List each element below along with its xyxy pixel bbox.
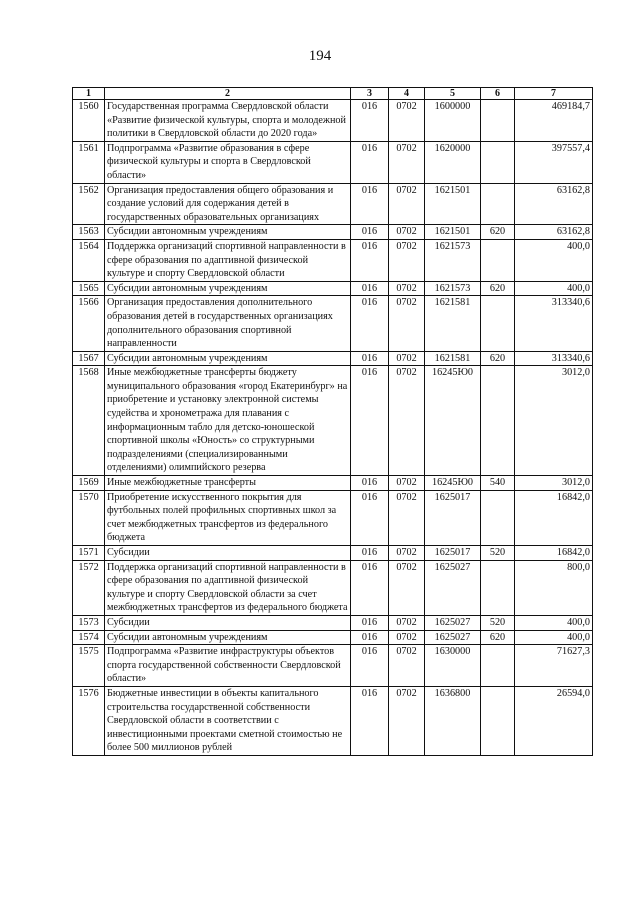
row-amount-cell: 63162,8	[515, 183, 593, 225]
row-expense-type-cell	[481, 183, 515, 225]
row-target-article-cell: 1621573	[425, 281, 481, 296]
row-section-cell: 0702	[389, 141, 425, 183]
row-number-cell: 1566	[73, 296, 105, 351]
row-amount-cell: 26594,0	[515, 686, 593, 755]
table-row	[73, 296, 593, 351]
table-row	[73, 239, 593, 281]
table-row	[73, 615, 593, 630]
row-amount-cell: 397557,4	[515, 141, 593, 183]
row-name-cell: Организация предоставления общего образования и создание условий для содержания детей в государственных образовательных организациях	[105, 183, 351, 225]
row-name-cell: Организация предоставления дополнительного образования детей в государственных организациях дополнительного образования спортивной направленности	[105, 296, 351, 351]
row-expense-type-cell	[481, 296, 515, 351]
column-header: 1	[73, 88, 105, 100]
row-number-cell: 1572	[73, 560, 105, 615]
row-amount-cell: 400,0	[515, 239, 593, 281]
row-expense-type-cell	[481, 141, 515, 183]
row-name-cell: Субсидии автономным учреждениям	[105, 225, 351, 240]
row-ved-cell: 016	[351, 490, 389, 545]
row-amount-cell: 3012,0	[515, 366, 593, 476]
row-ved-cell: 016	[351, 141, 389, 183]
row-section-cell: 0702	[389, 296, 425, 351]
row-ved-cell: 016	[351, 281, 389, 296]
row-ved-cell: 016	[351, 366, 389, 476]
row-target-article-cell: 1630000	[425, 645, 481, 687]
row-amount-cell: 16842,0	[515, 546, 593, 561]
page-number: 194	[308, 48, 332, 64]
row-amount-cell: 313340,6	[515, 351, 593, 366]
row-amount-cell: 400,0	[515, 615, 593, 630]
row-number-cell: 1570	[73, 490, 105, 545]
row-target-article-cell: 1621581	[425, 351, 481, 366]
row-name-cell: Государственная программа Свердловской области «Развитие физической культуры, спорта и молодежной политики в Свердловской области до 2020 года»	[105, 100, 351, 142]
row-target-article-cell: 1620000	[425, 141, 481, 183]
row-target-article-cell: 1621573	[425, 239, 481, 281]
row-amount-cell: 16842,0	[515, 490, 593, 545]
row-expense-type-cell: 620	[481, 281, 515, 296]
row-section-cell: 0702	[389, 615, 425, 630]
row-section-cell: 0702	[389, 100, 425, 142]
column-header: 2	[105, 88, 351, 100]
column-header: 4	[389, 88, 425, 100]
row-target-article-cell: 1625027	[425, 630, 481, 645]
row-expense-type-cell	[481, 490, 515, 545]
row-section-cell: 0702	[389, 476, 425, 491]
row-name-cell: Субсидии автономным учреждениям	[105, 351, 351, 366]
row-expense-type-cell	[481, 645, 515, 687]
row-target-article-cell: 1600000	[425, 100, 481, 142]
column-header: 5	[425, 88, 481, 100]
row-number-cell: 1569	[73, 476, 105, 491]
table-row	[73, 183, 593, 225]
row-number-cell: 1565	[73, 281, 105, 296]
row-ved-cell: 016	[351, 476, 389, 491]
row-target-article-cell: 1625017	[425, 490, 481, 545]
table-row	[73, 546, 593, 561]
table-header-row	[73, 88, 593, 100]
row-name-cell: Субсидии автономным учреждениям	[105, 630, 351, 645]
row-ved-cell: 016	[351, 296, 389, 351]
row-amount-cell: 71627,3	[515, 645, 593, 687]
row-section-cell: 0702	[389, 239, 425, 281]
row-expense-type-cell	[481, 366, 515, 476]
row-section-cell: 0702	[389, 281, 425, 296]
row-amount-cell: 469184,7	[515, 100, 593, 142]
row-expense-type-cell	[481, 100, 515, 142]
row-expense-type-cell	[481, 686, 515, 755]
row-amount-cell: 400,0	[515, 281, 593, 296]
row-number-cell: 1568	[73, 366, 105, 476]
row-target-article-cell: 1636800	[425, 686, 481, 755]
row-number-cell: 1571	[73, 546, 105, 561]
row-ved-cell: 016	[351, 630, 389, 645]
row-expense-type-cell: 520	[481, 546, 515, 561]
row-number-cell: 1573	[73, 615, 105, 630]
row-amount-cell: 3012,0	[515, 476, 593, 491]
row-number-cell: 1562	[73, 183, 105, 225]
row-expense-type-cell: 540	[481, 476, 515, 491]
row-name-cell: Поддержка организаций спортивной направленности в сфере образования по адаптивной физической культуре и спорту Свердловской области	[105, 239, 351, 281]
table-row	[73, 281, 593, 296]
column-header: 3	[351, 88, 389, 100]
row-name-cell: Субсидии автономным учреждениям	[105, 281, 351, 296]
row-ved-cell: 016	[351, 225, 389, 240]
row-expense-type-cell	[481, 239, 515, 281]
table-row	[73, 225, 593, 240]
row-section-cell: 0702	[389, 645, 425, 687]
table-row	[73, 686, 593, 755]
row-number-cell: 1563	[73, 225, 105, 240]
row-section-cell: 0702	[389, 686, 425, 755]
row-amount-cell: 400,0	[515, 630, 593, 645]
column-header: 6	[481, 88, 515, 100]
row-ved-cell: 016	[351, 560, 389, 615]
row-amount-cell: 63162,8	[515, 225, 593, 240]
row-number-cell: 1564	[73, 239, 105, 281]
row-section-cell: 0702	[389, 183, 425, 225]
row-section-cell: 0702	[389, 366, 425, 476]
row-ved-cell: 016	[351, 546, 389, 561]
row-name-cell: Приобретение искусственного покрытия для футбольных полей профильных спортивных школ за счет межбюджетных трансфертов из федерального бюджета	[105, 490, 351, 545]
row-name-cell: Поддержка организаций спортивной направленности в сфере образования по адаптивной физической культуре и спорту Свердловской области за счет межбюджетных трансфертов из федерального бюджета	[105, 560, 351, 615]
table-row	[73, 366, 593, 476]
row-section-cell: 0702	[389, 560, 425, 615]
row-target-article-cell: 16245Ю0	[425, 366, 481, 476]
row-number-cell: 1574	[73, 630, 105, 645]
row-target-article-cell: 1621501	[425, 225, 481, 240]
row-target-article-cell: 1625027	[425, 615, 481, 630]
column-header: 7	[515, 88, 593, 100]
row-ved-cell: 016	[351, 100, 389, 142]
row-name-cell: Субсидии	[105, 615, 351, 630]
row-section-cell: 0702	[389, 546, 425, 561]
row-name-cell: Подпрограмма «Развитие образования в сфере физической культуры и спорта в Свердловской области»	[105, 141, 351, 183]
row-expense-type-cell: 620	[481, 225, 515, 240]
row-number-cell: 1561	[73, 141, 105, 183]
row-ved-cell: 016	[351, 645, 389, 687]
table-row	[73, 476, 593, 491]
row-section-cell: 0702	[389, 490, 425, 545]
budget-table	[72, 87, 593, 756]
table-row	[73, 630, 593, 645]
row-expense-type-cell: 620	[481, 630, 515, 645]
table-row	[73, 560, 593, 615]
row-target-article-cell: 16245Ю0	[425, 476, 481, 491]
row-number-cell: 1560	[73, 100, 105, 142]
row-expense-type-cell: 520	[481, 615, 515, 630]
row-number-cell: 1567	[73, 351, 105, 366]
row-expense-type-cell: 620	[481, 351, 515, 366]
row-target-article-cell: 1625017	[425, 546, 481, 561]
row-name-cell: Субсидии	[105, 546, 351, 561]
row-ved-cell: 016	[351, 183, 389, 225]
row-ved-cell: 016	[351, 351, 389, 366]
row-target-article-cell: 1621501	[425, 183, 481, 225]
table-row	[73, 351, 593, 366]
row-target-article-cell: 1621581	[425, 296, 481, 351]
row-number-cell: 1575	[73, 645, 105, 687]
row-ved-cell: 016	[351, 615, 389, 630]
row-amount-cell: 313340,6	[515, 296, 593, 351]
row-expense-type-cell	[481, 560, 515, 615]
table-body	[73, 100, 593, 756]
table-row	[73, 645, 593, 687]
table-row	[73, 100, 593, 142]
row-number-cell: 1576	[73, 686, 105, 755]
row-section-cell: 0702	[389, 351, 425, 366]
row-name-cell: Иные межбюджетные трансферты бюджету муниципального образования «город Екатеринбург» на приобретение и установку электронной системы судейства и хронометража для плавания с информационным табло для детско-юношеской спортивной школы «Юность» со структурными подразделениями (специализированными отделениями) олимпийского резерва	[105, 366, 351, 476]
row-amount-cell: 800,0	[515, 560, 593, 615]
row-section-cell: 0702	[389, 630, 425, 645]
table-row	[73, 141, 593, 183]
row-target-article-cell: 1625027	[425, 560, 481, 615]
row-ved-cell: 016	[351, 686, 389, 755]
row-ved-cell: 016	[351, 239, 389, 281]
table-row	[73, 490, 593, 545]
row-section-cell: 0702	[389, 225, 425, 240]
row-name-cell: Подпрограмма «Развитие инфраструктуры объектов спорта государственной собственности Свердловской области»	[105, 645, 351, 687]
row-name-cell: Бюджетные инвестиции в объекты капитального строительства государственной собственности Свердловской области в соответствии с инвестиционными проектами сметной стоимостью не более 500 миллионов рублей	[105, 686, 351, 755]
row-name-cell: Иные межбюджетные трансферты	[105, 476, 351, 491]
